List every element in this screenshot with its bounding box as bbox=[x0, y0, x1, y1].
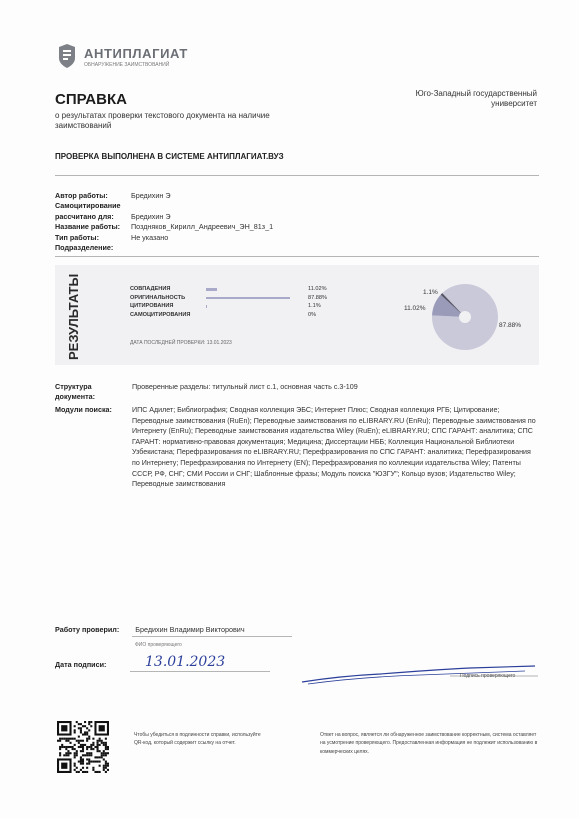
university-name: Юго-Западный государственный университет bbox=[415, 89, 537, 108]
result-row-matches bbox=[130, 286, 330, 295]
logo-subtitle: ОБНАРУЖЕНИЕ ЗАИМСТВОВАНИЙ bbox=[84, 62, 170, 68]
result-value: 1.1% bbox=[308, 303, 321, 309]
structure-label: Структура документа: bbox=[55, 382, 96, 401]
result-value: 11.02% bbox=[308, 286, 327, 292]
calc-label: рассчитано для: bbox=[55, 211, 114, 221]
checker-row bbox=[55, 625, 245, 634]
footer-disclaimer: Ответ на вопрос, является ли обнаруженное заимствование корректным, система оставляет на усмотрение проверяющего. Предоставленная информация не подлежит использованию в коммерческих целях. bbox=[320, 732, 538, 755]
calc-value: Бредихин Э bbox=[131, 211, 171, 221]
checker-caption: ФИО проверяющего bbox=[135, 642, 182, 648]
result-label: САМОЦИТИРОВАНИЯ bbox=[130, 311, 191, 318]
results-pie-chart bbox=[430, 282, 500, 352]
work-type-value: Не указано bbox=[131, 232, 169, 242]
results-section-text: РЕЗУЛЬТАТЫ bbox=[66, 273, 81, 360]
checker-value: Бредихин Владимир Викторович bbox=[135, 625, 245, 634]
author-row bbox=[55, 191, 273, 201]
last-check-date: ДАТА ПОСЛЕДНЕЙ ПРОВЕРКИ: 13.01.2023 bbox=[130, 340, 232, 346]
author-value: Бредихин Э bbox=[131, 191, 171, 200]
selfcite-row bbox=[55, 201, 273, 211]
calc-row bbox=[55, 212, 273, 222]
results-table bbox=[130, 286, 330, 320]
result-label: ОРИГИНАЛЬНОСТЬ bbox=[130, 294, 186, 301]
work-name-row bbox=[55, 222, 273, 232]
checker-underline bbox=[132, 636, 292, 637]
antiplagiat-logo-icon bbox=[58, 44, 76, 68]
pie-hole bbox=[459, 311, 471, 323]
result-value: 87.88% bbox=[308, 294, 327, 301]
footer-qr-note: Чтобы убедиться в подлинности справки, используйте QR-код, который содержит ссылку на отчет. bbox=[134, 732, 261, 747]
document-subtitle: о результатах проверки текстового документа на наличие заимствований bbox=[55, 111, 270, 130]
check-system-heading: ПРОВЕРКА ВЫПОЛНЕНА В СИСТЕМЕ АНТИПЛАГИАТ.ВУЗ bbox=[55, 152, 284, 161]
checker-label: Работу проверил: bbox=[55, 625, 120, 634]
date-label: Дата подписи: bbox=[55, 660, 107, 669]
result-row-originality bbox=[130, 295, 330, 304]
qr-code-icon bbox=[57, 721, 109, 773]
result-bar bbox=[206, 297, 290, 300]
modules-label: Модули поиска: bbox=[55, 405, 112, 414]
signature-caption: Подпись проверяющего bbox=[460, 673, 516, 679]
results-section-label bbox=[58, 272, 86, 362]
structure-value: Проверенные разделы: титульный лист с.1, основная часть с.3-109 bbox=[132, 382, 358, 391]
result-label: ЦИТИРОВАНИЯ bbox=[130, 303, 174, 309]
work-name-label: Название работы: bbox=[55, 222, 121, 232]
modules-value: ИПС Адилет; Библиография; Сводная коллекция ЭБС; Интернет Плюс; Сводная коллекция РГБ; Цитирование; Переводные заимствования (RuEn); Переводные заимствования по eLIBRARY.RU (EnRu); Переводные заимствования по Интернету (EnRu); Переводные заимствования издательства Wiley (RuEn); eLIBRARY.RU; СПС ГАРАНТ: аналитика; СПС ГАРАНТ: нормативно-правовая документация; Медицина; Диссертации НББ; Коллекция Национальной Библиотеки Узбекистана; Перефразирования по eLIBRARY.RU; Перефразирования по СПС ГАРАНТ: аналитика; Перефразирования по Интернету; Перефразирования по Интернету (EN); Перефразирования по коллекции издательства Wiley; Патенты СССР, РФ, СНГ; СМИ России и СНГ; Шаблонные фразы; Модуль поиска "ЮЗГУ"; Кольцо вузов; Издательство Wiley; Переводные заимствования bbox=[132, 406, 536, 489]
result-row-citations bbox=[130, 303, 330, 312]
work-type-label: Тип работы: bbox=[55, 232, 99, 242]
subdivision-label: Подразделение: bbox=[55, 243, 114, 253]
divider bbox=[55, 175, 539, 176]
pie-label-matches: 11.02% bbox=[404, 305, 426, 312]
result-label: СОВПАДЕНИЯ bbox=[130, 286, 171, 292]
result-bar bbox=[206, 288, 217, 291]
work-name-value: Поздняков_Кирилл_Андреевич_ЭН_81з_1 bbox=[131, 222, 274, 232]
result-bar bbox=[206, 305, 207, 308]
result-row-selfcitations bbox=[130, 312, 330, 321]
pie-label-citations: 1.1% bbox=[423, 289, 438, 296]
subdivision-row bbox=[55, 243, 273, 253]
work-meta bbox=[55, 191, 273, 253]
document-title: СПРАВКА bbox=[55, 91, 127, 108]
handwritten-date: 13.01.2023 bbox=[145, 654, 226, 670]
divider bbox=[55, 256, 539, 257]
selfcite-label: Самоцитирование bbox=[55, 201, 121, 211]
pie-label-originality: 87.88% bbox=[499, 322, 522, 329]
author-label: Автор работы: bbox=[55, 191, 108, 200]
date-underline bbox=[130, 671, 270, 672]
logo-name: АНТИПЛАГИАТ bbox=[84, 46, 188, 61]
result-value: 0% bbox=[308, 311, 317, 318]
work-type-row bbox=[55, 233, 273, 243]
